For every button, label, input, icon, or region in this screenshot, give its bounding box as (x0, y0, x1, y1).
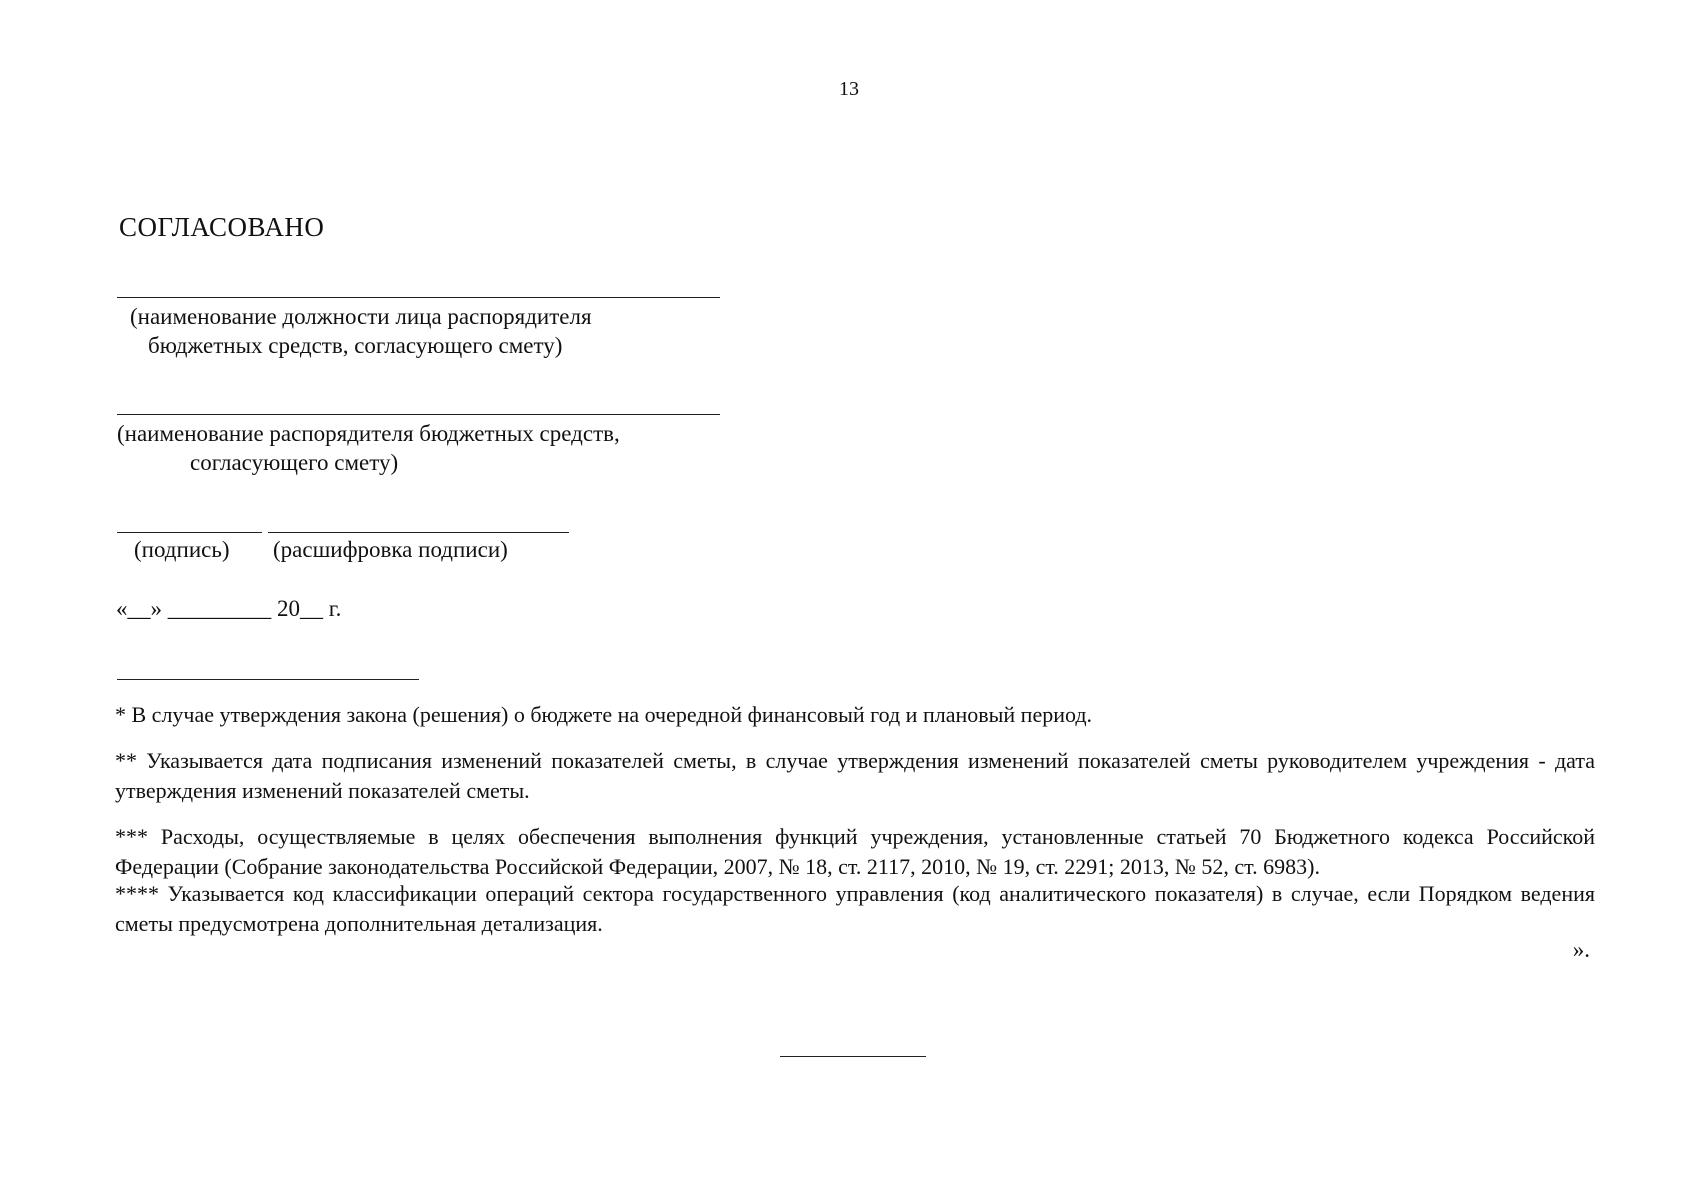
signature-decode-caption: (расшифровка подписи) (273, 537, 508, 562)
approval-date: «__» _________ 20__ г. (116, 596, 342, 621)
position-caption-line2: бюджетных средств, согласующего смету) (148, 333, 563, 358)
signature-caption: (подпись) (134, 537, 230, 562)
footnote-2: ** Указывается дата подписания изменений показателей сметы, в случае утверждения изменений показателей сметы руководителем учреждения - дата утверждения изменений показателей сметы. (115, 748, 1595, 803)
footnote-3: *** Расходы, осуществляемые в целях обеспечения выполнения функций учреждения, установленные статьей 70 Бюджетного кодекса Российской Федерации (Собрание законодательства Российской Федерации, 2007, № 18, ст. 2117, 2010, № 19, ст. 2291; 2013, № 52, ст. 6983). (115, 824, 1595, 879)
footnote-1: * В случае утверждения закона (решения) о бюджете на очередной финансовый год и плановый период. (115, 702, 1093, 727)
closing-quote: ». (1572, 937, 1590, 962)
page-number: 13 (839, 78, 859, 100)
manager-signature-line (117, 414, 720, 415)
signature-line (117, 532, 262, 533)
end-of-document-rule (780, 1056, 926, 1057)
manager-caption-line1: (наименование распорядителя бюджетных средств, (117, 421, 620, 446)
position-caption-line1: (наименование должности лица распорядителя (130, 304, 592, 329)
manager-caption-line2: согласующего смету) (190, 450, 399, 475)
signature-decode-line (268, 532, 569, 533)
position-signature-line (117, 297, 720, 298)
footnote-separator (117, 679, 419, 680)
footnote-4: **** Указывается код классификации операций сектора государственного управления (код аналитического показателя) в случае, если Порядком ведения сметы предусмотрена дополнительная детализация. (115, 881, 1595, 936)
approval-heading: СОГЛАСОВАНО (119, 212, 325, 242)
